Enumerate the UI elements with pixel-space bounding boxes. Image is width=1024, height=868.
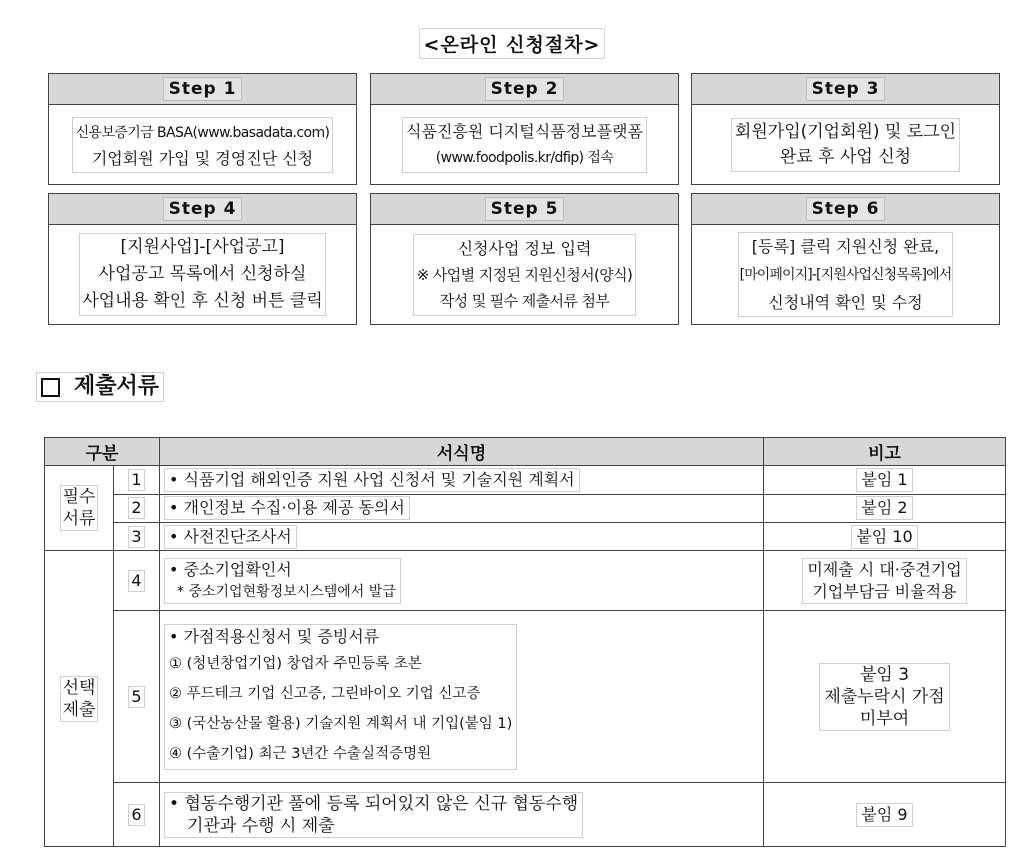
row-number: 6 [128, 804, 144, 826]
form-name [164, 558, 401, 604]
header-note: 비고 [764, 438, 1006, 466]
step-4-line-1: [지원사업]-[사업공고] [120, 237, 285, 257]
step-3-line-2: 완료 후 사업 신청 [779, 146, 912, 167]
note: 붙임 1 [856, 468, 912, 492]
row-number: 5 [128, 686, 144, 708]
step-4-line-2: 사업공고 목록에서 신청하실 [98, 264, 307, 284]
group-optional [45, 551, 114, 847]
group-optional-line-2: 제출 [62, 699, 96, 720]
table-row [45, 611, 1006, 783]
step-2-box [370, 73, 679, 185]
documents-table [44, 437, 1006, 847]
table-row [45, 466, 1006, 494]
list-item: ③ (국산농산물 활용) 기술지원 계획서 내 기입(붙임 1) [169, 715, 513, 732]
page-title-text: <온라인 신청절차> [419, 28, 606, 59]
section-title: 제출서류 [74, 374, 160, 399]
note-line-3: 미부여 [859, 708, 910, 729]
step-1-box [48, 73, 357, 185]
step-5-line-1: 신청사업 정보 입력 [457, 238, 592, 258]
row-number: 1 [128, 469, 144, 491]
step-6-line-3: 신청내역 확인 및 수정 [768, 293, 923, 312]
note-line-2: 제출누락시 가점 [824, 686, 945, 707]
form-name [164, 624, 517, 770]
table-row [45, 783, 1006, 847]
list-item: ① (청년창업기업) 창업자 주민등록 초본 [169, 655, 422, 672]
step-1-label: Step 1 [163, 77, 243, 101]
table-header-row [45, 438, 1006, 466]
page-title [0, 28, 1024, 59]
step-2-label: Step 2 [485, 77, 565, 101]
form-name-line-2: 기관과 수행 시 제출 [187, 815, 335, 836]
form-name: • 개인정보 수집·이용 제공 동의서 [164, 496, 410, 520]
group-required-line-1: 필수 [62, 487, 96, 508]
step-3-line-1: 회원가입(기업회원) 및 로그인 [734, 121, 957, 142]
step-6-line-2: [마이페이지]-[지원사업신청목록]에서 [739, 267, 952, 283]
header-category: 구분 [45, 438, 160, 466]
step-4-box [48, 193, 357, 325]
step-6-box [691, 193, 1000, 325]
form-name-line: • 가점적용신청서 및 증빙서류 [169, 626, 380, 646]
section-heading [36, 372, 164, 402]
form-name: • 식품기업 해외인증 지원 사업 신청서 및 기술지원 계획서 [164, 468, 580, 492]
table-row [45, 494, 1006, 522]
step-4-label: Step 4 [163, 197, 243, 221]
row-number: 4 [128, 570, 144, 592]
step-3-box [691, 73, 1000, 185]
row-number: 3 [128, 526, 144, 548]
form-name-line-1: • 협동수행기관 풀에 등록 되어있지 않은 신규 협동수행 [169, 793, 579, 814]
row-number: 2 [128, 497, 144, 519]
group-optional-line-1: 선택 [62, 677, 96, 698]
note: 붙임 9 [856, 803, 912, 827]
header-form-name: 서식명 [160, 438, 764, 466]
note-line-1: 미제출 시 대·중견기업 [807, 559, 962, 579]
list-item: ④ (수출기업) 최근 3년간 수출실적증명원 [169, 745, 432, 762]
list-item: ② 푸드테크 기업 신고증, 그린바이오 기업 신고증 [169, 685, 481, 702]
note: 붙임 10 [851, 525, 917, 549]
step-1-line-2: 기업회원 가입 및 경영진단 신청 [91, 148, 314, 168]
step-5-box [370, 193, 679, 325]
step-2-line-1: 식품진흥원 디지털식품정보플랫폼 [406, 121, 643, 141]
group-required-line-2: 서류 [62, 509, 96, 530]
form-name: • 사전진단조사서 [164, 525, 297, 549]
group-required [45, 466, 114, 551]
table-row [45, 551, 1006, 611]
step-5-line-2: ※ 사업별 지정된 지원신청서(양식) [416, 265, 633, 284]
form-name [164, 792, 583, 838]
table-row [45, 523, 1006, 551]
form-name-line: • 중소기업확인서 [169, 559, 292, 579]
note-line-1: 붙임 3 [859, 664, 910, 685]
note [802, 558, 966, 604]
step-5-line-3: 작성 및 필수 제출서류 첨부 [439, 291, 610, 310]
checkbox-square-icon [41, 378, 60, 397]
note: 붙임 2 [856, 496, 912, 520]
step-2-line-2: (www.foodpolis.kr/dfip) 접속 [435, 149, 614, 166]
step-1-line-1: 신용보증기금 BASA(www.basadata.com) [75, 124, 330, 141]
step-5-label: Step 5 [485, 197, 565, 221]
step-6-line-1: [등록] 클릭 지원신청 완료, [751, 237, 940, 256]
step-4-line-3: 사업내용 확인 후 신청 버튼 클릭 [82, 291, 323, 311]
step-3-label: Step 3 [806, 77, 886, 101]
note [819, 663, 949, 731]
note-line-2: 기업부담금 비율적용 [812, 581, 957, 601]
step-6-label: Step 6 [806, 197, 886, 221]
form-sub-note: * 중소기업현황정보시스템에서 발급 [177, 583, 396, 600]
